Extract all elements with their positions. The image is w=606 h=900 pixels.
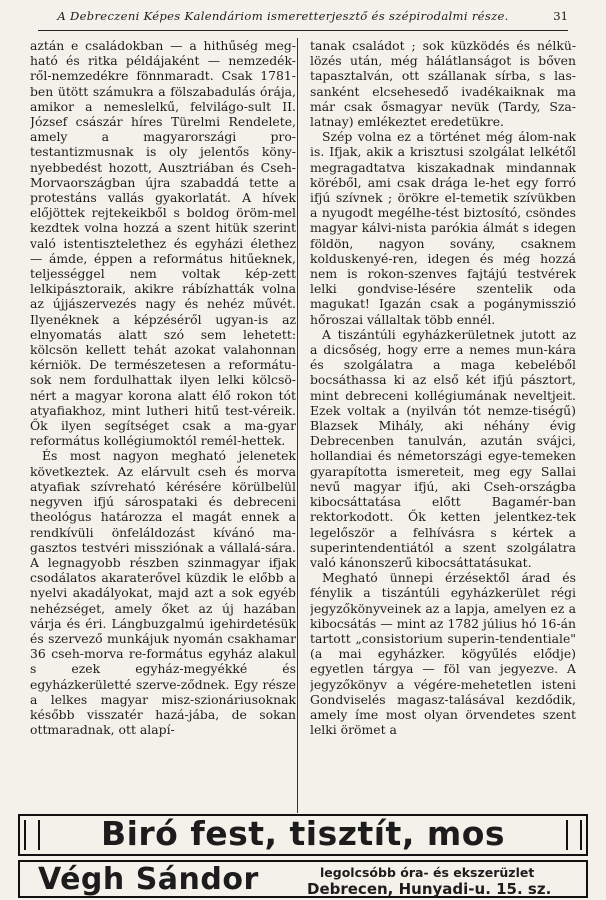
paragraph: És most nagyon megható jelenetek következtek. Az elárvult cseh és morva atyafiak szívreható kérésére körülbelül negyven ifjú sárospataki és debreceni theológus határozza el magát ennek a rendkívüli önfeláldozást kívánó ma-gasztos testvéri missziónak a vállalá-sára. A legnagyobb részben szinmagyar ifjak csodálatos akaraterővel küzdik le előbb a nyelvi akadályokat, majd azt a sok egyéb nehézséget, amely őket az új hazában várja és éri. Lángbuzgalmú igehirdetésük és szervező munkájuk nyomán csakhamar 36 cseh-morva re-formátus egyház alakul s ezek egyház-megyékké és egyházkerületté szerve-ződnek. Egy része a lelkes magyar misz-szionáriusoknak később visszatér hazá-jába, de sokan ottmaradnak, ott alapí- bbox=[30, 448, 296, 738]
advertisement-vegh bbox=[18, 860, 588, 898]
paragraph: Szép volna ez a történet még álom-nak is. Ifjak, akik a krisztusi szolgálat lelkétől megragadtatva kiszakadnak mindannak köréből, ami csak drága le-het egy forró ifjú szívnek ; örökre el-temetik szívükben a nyugodt megélhe-tést biztosító, csöndes magyar kálvi-nista parókia álmát s idegen földön, nagyon sovány, csaknem kolduskenyé-ren, idegen és még hozzá nem is rokon-szenves fajtájú testvérek lelki gondvise-lésére szentelik oda magukat! Igazán csak a pogánymisszió hőroszai vállaltak több ennél. bbox=[310, 129, 576, 327]
page-header bbox=[38, 6, 568, 31]
ad-address: Debrecen, Hunyadi-u. 15. sz. bbox=[307, 880, 552, 898]
right-column bbox=[310, 38, 576, 818]
ad-shop-name: Végh Sándor bbox=[38, 862, 259, 897]
paragraph: Megható ünnepi érzésektől árad és fénylik a tiszántúli egyházkerület régi jegyzőkönyveinek az a lapja, amelyen ez a kibocsátás — mint az 1782 július hó 16-án tartott „consistorium superin-tendentiale" (a mai egyházker. kögyűlés elődje) egyetlen tárgya — föl van jegyezve. A jegyzőkönyv a végére-mehetetlen isteni Gondviselés magasz-talásával kezdődik, amely íme most olyan örvendetes szent lelki örömet a bbox=[310, 570, 576, 738]
running-title: A Debreczeni Képes Kalendáriom ismeretterjesztő és szépirodalmi része. bbox=[57, 9, 509, 23]
page-number: 31 bbox=[553, 9, 568, 23]
ad-headline: Biró fest, tisztít, mos bbox=[100, 814, 506, 853]
advertisement-biro bbox=[18, 814, 588, 856]
left-column bbox=[30, 38, 296, 818]
paragraph: aztán e családokban — a hithűség meg-ható és ritka példájaként — nemzedék-ről-nemzedékre fönnmaradt. Csak 1781-ben ütött számukra a fölszabadulás órája, amikor a nemeslelkű, felvilágo-sult II. József császár híres Türelmi Rendelete, amely a magyarországi pro-testantizmusnak is oly jelentős köny-nyebbedést hozott, Ausztriában és Cseh-Morvaországban újra szabaddá tette a protestáns vallás gyakorlatát. A hívek előjöttek rejtekeikből s boldog öröm-mel kezdtek volna hozzá a szent hitük szerint való istentisztelethez és egyházi élethez — ámde, éppen a református hitűeknek, teljességgel nem voltak kép-zett lelkipásztoraik, akikre rábízhatták volna az újjászervezés nagy és nehéz művét. Ilyenéknek a képzéséről ugyan-is az elnyomatás alatt szó sem lehetett: kölcsön kellett tehát azokat valahonnan kérniök. De természetesen a reformátu-sok nem fordulhattak ilyen lelki kölcsö-nért a magyar korona alatt élő rokon tót atyafiakhoz, mint lutheri hitű test-véreik. Ők ilyen segítséget csak a ma-gyar református kollégiumoktól remél-hettek. bbox=[30, 38, 296, 449]
paragraph: A tiszántúli egyházkerületnek jutott az a dicsőség, hogy erre a nemes mun-kára és szolgálatra a maga kebeléből bocsáthassa ki az első két ifjú pásztort, mint debreceni kollégiumának neveltjeit. Ezek voltak a (nyilván tót nemze-tiségű) Blazsek Mihály, aki néhány évig Debrecenben tanulván, azután svájci, hollandiai és németországi egye-temeken gyarapította ismereteit, meg egy Sallai nevű magyar ifjú, aki Cseh-országba kibocsáttatása előtt Bagamér-ban rektorkodott. Ők ketten jelentkez-tek legelőször a felhívásra s kértek a superintendentiától a szent szolgálatra való kánonszerű kibocsáttatásukat. bbox=[310, 326, 576, 570]
ornament-right bbox=[566, 820, 582, 850]
column-divider bbox=[297, 38, 298, 813]
ad-tagline: legolcsóbb óra- és ekszerüzlet bbox=[320, 865, 535, 880]
paragraph: tanak családot ; sok küzködés és nélkü-lözés után, még hálátlanságot is bőven tapasztalván, ott szállanak sírba, s las-sanként elcsehesedő ivadékaiknak ma már csak ősmagyar nevük (Tardy, Sza-latnay) emlékeztet eredetükre. bbox=[310, 38, 576, 130]
